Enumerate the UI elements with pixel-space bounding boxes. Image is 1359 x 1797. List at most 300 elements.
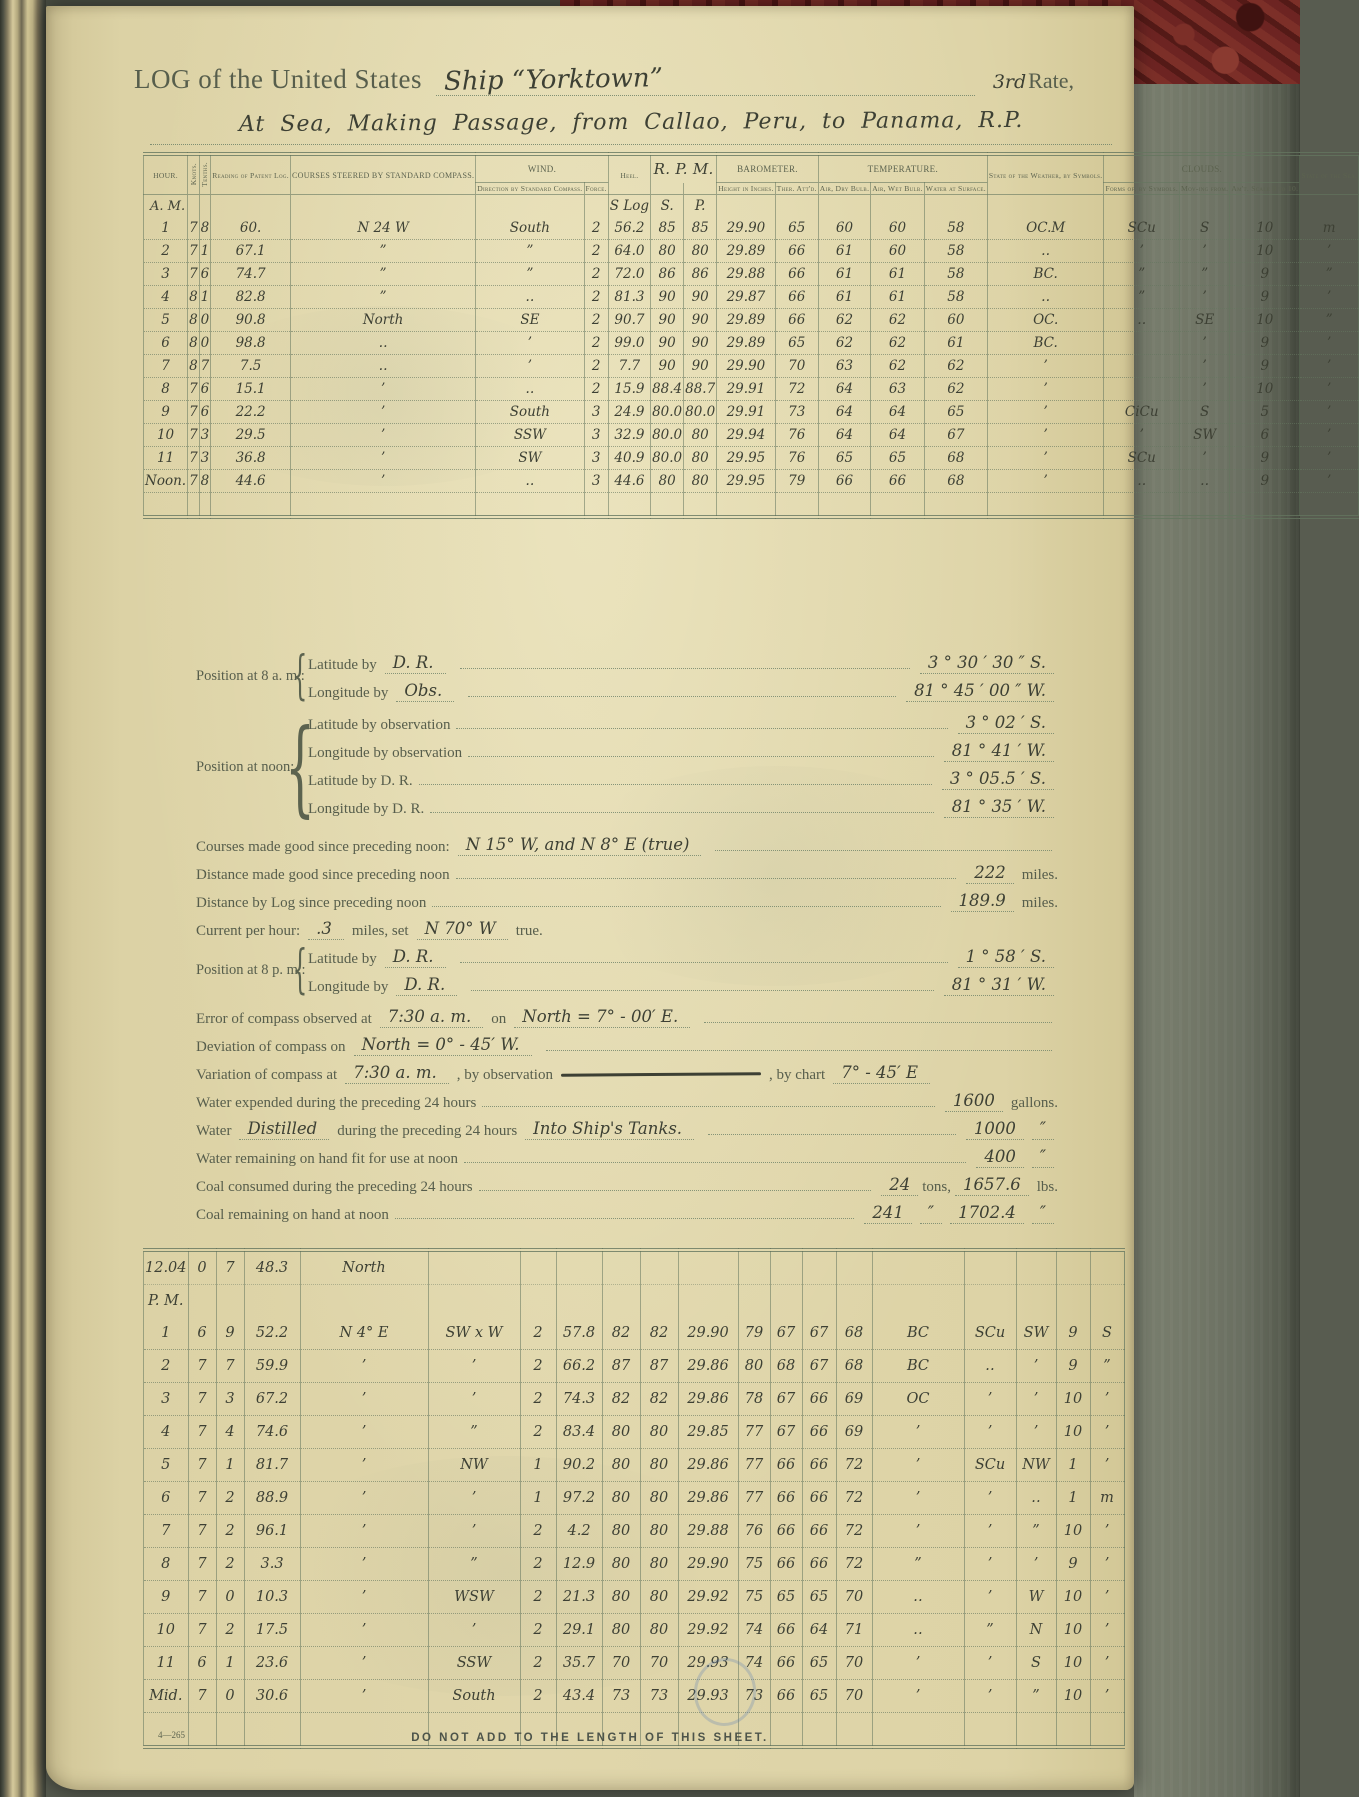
log-cell: ‥ [964, 1350, 1016, 1383]
log-cell: 2 [584, 263, 608, 286]
log-cell: NW [1016, 1449, 1056, 1482]
col-header-rpm-s [651, 183, 684, 195]
log-cell: 10 [1230, 240, 1300, 263]
log-cell: S Log [608, 195, 650, 218]
hour-cell: 9 [144, 401, 188, 424]
log-cell: 58 [924, 217, 987, 240]
dotted-leader [460, 666, 910, 669]
log-cell: 29.88 [678, 1515, 738, 1548]
log-cell: ‥ [1180, 470, 1230, 493]
log-cell [188, 493, 200, 518]
hour-cell: 7 [144, 1515, 189, 1548]
log-cell [520, 1285, 556, 1318]
log-cell: 80 [684, 424, 717, 447]
log-cell: 66 [775, 240, 818, 263]
log-cell: 4.2 [556, 1515, 602, 1548]
log-cell: 0 [199, 332, 211, 355]
log-cell: 44.6 [211, 470, 291, 493]
ship-name: Ship “Yorktown” [443, 63, 664, 97]
log-cell: 66 [775, 286, 818, 309]
hour-cell: 12.04 [144, 1250, 189, 1285]
log-cell [684, 493, 717, 518]
log-cell: 67.2 [244, 1383, 300, 1416]
position-line [196, 1028, 1058, 1056]
log-cell: ’ [987, 378, 1104, 401]
log-cell: ’ [1016, 1350, 1056, 1383]
brace-glyph: { [285, 706, 315, 828]
log-cell: ’ [300, 1449, 428, 1482]
log-cell [987, 195, 1104, 218]
log-cell: 40.9 [608, 447, 650, 470]
log-cell [872, 1285, 964, 1318]
log-cell: 66 [770, 1614, 802, 1647]
log-cell: 29.92 [678, 1581, 738, 1614]
table-row [144, 378, 1359, 401]
log-cell: 8 [188, 332, 200, 355]
log-cell [678, 1285, 738, 1318]
log-cell: 65 [818, 447, 871, 470]
log-cell: 99.0 [608, 332, 650, 355]
log-cell: ’ [300, 1383, 428, 1416]
log-cell: 96.1 [244, 1515, 300, 1548]
log-cell [651, 493, 684, 518]
printed-label: Latitude by observation [308, 717, 451, 733]
voyage-text: At Sea, Making Passage, from Callao, Peru, to Panama, R.P. [238, 107, 1024, 138]
hour-cell: 9 [144, 1581, 189, 1614]
log-cell: 77 [738, 1482, 770, 1515]
log-cell: 90 [684, 332, 717, 355]
handwritten-value: ″ [920, 1203, 942, 1224]
table-row [144, 1285, 1125, 1318]
log-cell: 7 [216, 1350, 244, 1383]
log-cell: ’ [476, 332, 584, 355]
log-cell [1180, 493, 1230, 518]
marbled-cover-corner [1134, 0, 1300, 86]
log-cell: OC [872, 1383, 964, 1416]
log-cell: 62 [818, 332, 871, 355]
log-cell: ’ [290, 424, 475, 447]
log-cell: 77 [738, 1416, 770, 1449]
log-cell: ’ [290, 470, 475, 493]
table-row [144, 309, 1359, 332]
log-cell: ’ [300, 1515, 428, 1548]
log-cell [1090, 1285, 1124, 1318]
log-cell: 76 [738, 1515, 770, 1548]
log-cell: ’ [964, 1482, 1016, 1515]
position-line [196, 1000, 1058, 1028]
log-cell: 29.1 [556, 1614, 602, 1647]
log-cell: 0 [216, 1680, 244, 1713]
log-cell [775, 195, 818, 218]
log-cell: 7 [199, 355, 211, 378]
log-cell: ’ [1090, 1449, 1124, 1482]
handwritten-entry: .3 [308, 919, 344, 940]
log-cell: 90 [651, 332, 684, 355]
log-cell: 73 [738, 1680, 770, 1713]
log-cell: ” [476, 240, 584, 263]
log-cell: 90.2 [556, 1449, 602, 1482]
log-cell: 58 [924, 240, 987, 263]
log-cell: 7 [188, 447, 200, 470]
log-cell: 70 [640, 1647, 678, 1680]
log-cell: North [290, 309, 475, 332]
log-cell [556, 1285, 602, 1318]
log-cell: 65 [924, 401, 987, 424]
log-cell [1230, 195, 1300, 218]
log-cell: 0 [216, 1581, 244, 1614]
log-cell: 6 [1230, 424, 1300, 447]
log-cell: 10 [1056, 1515, 1090, 1548]
handwritten-entry: 7° - 45′ E [833, 1063, 930, 1084]
log-cell: ’ [290, 447, 475, 470]
log-cell [1104, 355, 1180, 378]
log-cell: NW [428, 1449, 520, 1482]
log-cell: ’ [1300, 470, 1359, 493]
log-cell [1090, 1250, 1124, 1285]
log-cell: 67 [770, 1317, 802, 1350]
hour-cell: 10 [144, 424, 188, 447]
log-cell [872, 1250, 964, 1285]
printed-label: Longitude by D. R. [308, 801, 425, 817]
log-cell: ’ [1090, 1647, 1124, 1680]
log-cell: 90 [651, 309, 684, 332]
printed-suffix: miles. [1021, 867, 1058, 883]
log-cell: 2 [216, 1614, 244, 1647]
log-cell: 82 [640, 1383, 678, 1416]
printed-label: Water [196, 1123, 232, 1139]
log-cell: 80 [602, 1548, 640, 1581]
log-cell: 72.0 [608, 263, 650, 286]
rate-value: 3rd [992, 71, 1027, 93]
handwritten-entry: North = 7° - 00′ E. [514, 1007, 690, 1028]
log-cell: 64 [818, 424, 871, 447]
book-binding-pages-edge [0, 0, 46, 1797]
log-cell: 80.0 [651, 401, 684, 424]
log-cell: ” [1016, 1515, 1056, 1548]
log-cell: BC. [987, 263, 1104, 286]
handwritten-entry: N 70° W [417, 919, 508, 940]
log-cell: 29.93 [678, 1680, 738, 1713]
log-cell: 66 [802, 1416, 836, 1449]
log-cell: ” [1180, 263, 1230, 286]
log-cell: SCu [964, 1317, 1016, 1350]
log-cell [1104, 195, 1180, 218]
log-cell: ’ [1300, 378, 1359, 401]
log-cell: 3 [584, 447, 608, 470]
log-cell: ‥ [872, 1581, 964, 1614]
handwritten-value: 81 ° 45 ′ 00 ″ W. [906, 681, 1054, 702]
log-cell: 81.3 [608, 286, 650, 309]
log-cell: 60. [211, 217, 291, 240]
rate-label: Rate, [1028, 68, 1074, 93]
log-cell: 59.9 [244, 1350, 300, 1383]
log-cell: 82 [640, 1317, 678, 1350]
log-cell: 2 [584, 355, 608, 378]
printed-label: Longitude by observation [308, 745, 463, 761]
log-cell: 65 [802, 1581, 836, 1614]
dotted-leader [468, 694, 896, 697]
log-cell: ’ [872, 1416, 964, 1449]
log-cell: 97.2 [556, 1482, 602, 1515]
log-cell: 2 [520, 1647, 556, 1680]
log-cell: ’ [1180, 447, 1230, 470]
log-cell: ’ [300, 1680, 428, 1713]
log-cell: 29.86 [678, 1482, 738, 1515]
log-cell: 57.8 [556, 1317, 602, 1350]
printed-label: Courses made good since preceding noon: [196, 839, 450, 855]
log-cell: 80 [684, 470, 717, 493]
dotted-leader [708, 1132, 956, 1135]
hour-cell: 1 [144, 1317, 189, 1350]
log-cell [640, 1250, 678, 1285]
log-cell [924, 195, 987, 218]
log-cell: ‥ [987, 286, 1104, 309]
log-cell: ” [428, 1416, 520, 1449]
log-cell: 80 [684, 240, 717, 263]
log-cell: 15.1 [211, 378, 291, 401]
log-cell: 87 [602, 1350, 640, 1383]
handwritten-value: 1 ° 58 ′ S. [958, 947, 1054, 968]
log-cell: S [1016, 1647, 1056, 1680]
hour-cell: 10 [144, 1614, 189, 1647]
log-cell: 90 [684, 309, 717, 332]
log-cell: ’ [428, 1383, 520, 1416]
form-number: 4—265 [158, 1730, 185, 1740]
col-header-clouds-moving: Mov-ing from. [1181, 184, 1229, 193]
log-cell: ’ [872, 1680, 964, 1713]
log-cell: ” [1104, 263, 1180, 286]
log-cell: 90 [684, 286, 717, 309]
log-cell: 1 [520, 1449, 556, 1482]
log-cell: 2 [520, 1680, 556, 1713]
log-cell: 29.90 [717, 355, 775, 378]
log-cell: 65 [802, 1680, 836, 1713]
log-cell: ’ [987, 470, 1104, 493]
log-cell: 80 [602, 1581, 640, 1614]
log-cell: BC. [987, 332, 1104, 355]
log-cell: 9 [1230, 263, 1300, 286]
log-cell: WSW [428, 1581, 520, 1614]
log-cell: 66 [802, 1548, 836, 1581]
log-cell: 67 [802, 1317, 836, 1350]
printed-label: Deviation of compass on [196, 1039, 346, 1055]
log-cell: 64 [818, 401, 871, 424]
log-cell [428, 1250, 520, 1285]
log-cell: 66 [871, 470, 924, 493]
log-cell [520, 1250, 556, 1285]
log-cell: 90 [651, 286, 684, 309]
log-cell: 85 [651, 217, 684, 240]
log-cell: 82 [602, 1317, 640, 1350]
log-cell [608, 493, 650, 518]
log-cell: ‥ [476, 378, 584, 401]
position-line [308, 968, 1058, 996]
log-cell: 29.95 [717, 447, 775, 470]
log-cell: 88.7 [684, 378, 717, 401]
log-cell: 66 [770, 1680, 802, 1713]
col-header-clouds-forms: Forms of, by Symbols. [1105, 184, 1179, 193]
log-cell [1300, 195, 1359, 218]
hour-cell: 5 [144, 309, 188, 332]
log-cell: 66 [802, 1449, 836, 1482]
hour-cell: 3 [144, 263, 188, 286]
log-cell: 2 [584, 217, 608, 240]
hour-cell: 6 [144, 332, 188, 355]
log-cell: 67 [770, 1383, 802, 1416]
log-cell: 70 [836, 1581, 872, 1614]
log-cell: 66 [802, 1515, 836, 1548]
log-cell: ’ [290, 401, 475, 424]
log-cell: 2 [520, 1515, 556, 1548]
dotted-leader [395, 1216, 855, 1219]
log-cell: 29.89 [717, 332, 775, 355]
handwritten-value: 241 [864, 1203, 912, 1224]
hour-cell: 7 [144, 355, 188, 378]
table-row [144, 1250, 1125, 1285]
log-cell: 86 [684, 263, 717, 286]
printed-label: Coal consumed during the preceding 24 hours [196, 1179, 473, 1195]
log-cell: ” [290, 263, 475, 286]
ship-name-line [436, 65, 975, 96]
log-cell: ’ [1300, 401, 1359, 424]
log-cell: 6 [188, 1647, 216, 1680]
log-cell [300, 1285, 428, 1318]
log-cell: 36.8 [211, 447, 291, 470]
log-cell: 2 [584, 332, 608, 355]
position-line [308, 762, 1058, 790]
log-cell: ’ [964, 1647, 1016, 1680]
log-cell: 44.6 [608, 470, 650, 493]
log-cell: 1 [520, 1482, 556, 1515]
table-row [144, 195, 1359, 218]
handwritten-value: ″ [1032, 1203, 1054, 1224]
printed-label: Latitude by [308, 951, 377, 967]
log-cell [775, 493, 818, 518]
log-cell: 80.0 [651, 447, 684, 470]
log-cell: SW [476, 447, 584, 470]
dotted-leader [546, 1048, 1052, 1051]
log-cell: 9 [216, 1317, 244, 1350]
log-cell: 68 [924, 470, 987, 493]
log-cell: ‥ [290, 332, 475, 355]
log-cell: 7 [188, 1449, 216, 1482]
log-cell: 29.94 [717, 424, 775, 447]
log-cell: 3 [199, 424, 211, 447]
log-cell: 90 [651, 355, 684, 378]
log-cell: ’ [300, 1614, 428, 1647]
log-cell: 80.0 [684, 401, 717, 424]
position-group [196, 706, 1058, 828]
log-cell: 2 [520, 1383, 556, 1416]
log-cell [770, 1285, 802, 1318]
handwritten-value: 81 ° 35 ′ W. [944, 797, 1054, 818]
log-cell [738, 1250, 770, 1285]
log-cell: 80 [602, 1482, 640, 1515]
log-cell: 65 [775, 332, 818, 355]
log-cell [640, 1285, 678, 1318]
log-cell [770, 1250, 802, 1285]
log-cell: SCu [1104, 217, 1180, 240]
log-cell: ” [1016, 1680, 1056, 1713]
log-cell: ’ [300, 1581, 428, 1614]
hour-cell: 4 [144, 286, 188, 309]
log-cell: 80 [738, 1350, 770, 1383]
log-cell: ’ [964, 1383, 1016, 1416]
position-group-label: Position at 8 a. m.: [196, 667, 305, 684]
log-cell: 78 [738, 1383, 770, 1416]
log-cell [584, 493, 608, 518]
printed-label: , by observation [456, 1067, 553, 1083]
handwritten-entry: D. R. [385, 947, 446, 968]
log-cell: 80 [640, 1581, 678, 1614]
log-cell: 75 [738, 1548, 770, 1581]
table-row [144, 401, 1359, 424]
table-row [144, 332, 1359, 355]
log-cell: m [1090, 1482, 1124, 1515]
log-cell [476, 195, 584, 218]
hour-cell: 11 [144, 1647, 189, 1680]
log-cell: ’ [987, 355, 1104, 378]
log-cell: 7 [188, 1548, 216, 1581]
log-cell: 82 [602, 1383, 640, 1416]
page-title: LOG of the United States [134, 64, 422, 94]
log-cell [987, 493, 1104, 518]
log-cell [290, 493, 475, 518]
printed-suffix: miles. [1021, 895, 1058, 911]
log-cell: 2 [584, 309, 608, 332]
handwritten-value: 81 ° 31 ′ W. [944, 975, 1054, 996]
log-cell: 63 [871, 378, 924, 401]
log-cell: 61 [871, 263, 924, 286]
log-cell: 73 [602, 1680, 640, 1713]
log-cell [1056, 1250, 1090, 1285]
am-log-table [143, 152, 1359, 519]
log-cell: 90.8 [211, 309, 291, 332]
log-cell: 7.5 [211, 355, 291, 378]
col-header-knots: Knots. [188, 154, 200, 195]
table-row [144, 1449, 1125, 1482]
footer-notice: DO NOT ADD TO THE LENGTH OF THIS SHEET. [411, 1732, 769, 1744]
log-cell: 3 [584, 470, 608, 493]
log-cell: 70 [836, 1680, 872, 1713]
log-cell: 80 [640, 1482, 678, 1515]
handwritten-value: 1600 [945, 1091, 1003, 1112]
hour-cell: 8 [144, 378, 188, 401]
log-cell: 98.8 [211, 332, 291, 355]
log-cell: 68 [770, 1350, 802, 1383]
table-row [144, 1416, 1125, 1449]
log-cell: ’ [964, 1680, 1016, 1713]
printed-label: Longitude by [308, 685, 389, 701]
log-cell: P. [684, 195, 717, 218]
log-cell [1104, 332, 1180, 355]
col-header-temp-dry: Air, Dry Bulb. [819, 184, 870, 193]
log-cell: 9 [1230, 355, 1300, 378]
log-cell: 7 [188, 1383, 216, 1416]
hour-cell: 1 [144, 217, 188, 240]
table-row [144, 493, 1359, 518]
log-cell: 48.3 [244, 1250, 300, 1285]
log-cell [1180, 195, 1230, 218]
log-cell [199, 493, 211, 518]
log-cell [1016, 1285, 1056, 1318]
log-cell: 10 [1056, 1383, 1090, 1416]
log-cell: 7 [216, 1250, 244, 1285]
log-cell: 6 [199, 401, 211, 424]
page-header [134, 64, 1074, 108]
col-header-wind-direction: Direction by Standard Compass. [477, 184, 583, 193]
log-cell: ’ [1300, 355, 1359, 378]
